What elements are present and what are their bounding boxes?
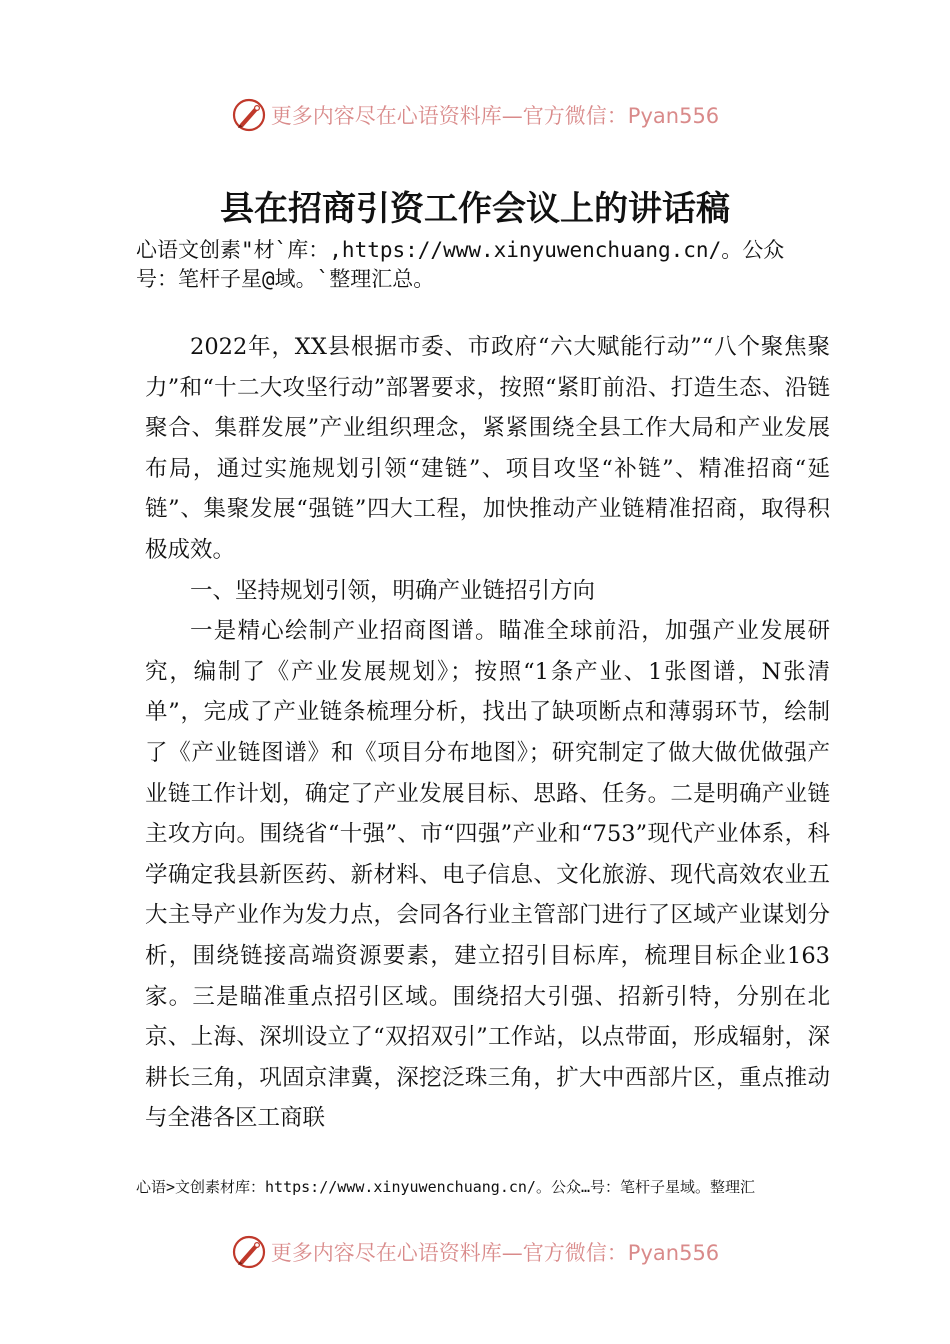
paragraph-detail: 一是精心绘制产业招商图谱。瞄准全球前沿，加强产业发展研究，编制了《产业发展规划》；按照“1条产业、1张图谱，N张清单”，完成了产业链条梳理分析，找出了缺项断点和薄弱环节，绘制了《产业链图谱》和《项目分布地图》；研究制定了做大做优做强产业链工作计划，确定了产业发展目标、思路、任务。二是明确产业链主攻方向。围绕省“十强”、市“四强”产业和“753”现代产业体系，科学确定我县新医药、新材料、电子信息、文化旅游、现代高效农业五大主导产业作为发力点，会同各行业主管部门进行了区域产业谋划分析，围绕链接高端资源要素，建立招引目标库，梳理目标企业163家。三是瞄准重点招引区域。围绕招大引强、招新引特，分别在北京、上海、深圳设立了“双招双引”工作站，以点带面，形成辐射，深耕长三角，巩固京津冀，深挖泛珠三角，扩大中西部片区，重点推动与全港各区工商联 <box>145 618 830 1132</box>
document-title: 县在招商引资工作会议上的讲话稿 <box>220 189 730 229</box>
pen-logo-icon <box>231 97 267 133</box>
bottom-banner <box>0 1232 950 1272</box>
source-note: 心语文创素"材`库：,https://www.xinyuwenchuang.cn/。公众号：笔杆子星@域。`整理汇总。 <box>136 238 785 291</box>
top-banner <box>0 95 950 135</box>
section-heading: 一、坚持规划引领，明确产业链招引方向 <box>190 577 596 604</box>
banner-text: 更多内容尽在心语资料库—官方微信：Pyan556 <box>270 104 720 128</box>
pen-logo-icon <box>231 1234 267 1270</box>
footer-note: 心语>文创素材库：https://www.xinyuwenchuang.cn/。公众…号：笔杆子星域。整理汇 <box>136 1178 755 1196</box>
paragraph-intro: 2022年，XX县根据市委、市政府“六大赋能行动”“八个聚焦聚力”和“十二大攻坚行动”部署要求，按照“紧盯前沿、打造生态、沿链聚合、集群发展”产业组织理念，紧紧围绕全县工作大局和产业发展布局，通过实施规划引领“建链”、项目攻坚“补链”、精准招商“延链”、集聚发展“强链”四大工程，加快推动产业链精准招商，取得积极成效。 <box>145 334 830 563</box>
document-body <box>145 327 830 1139</box>
banner-text: 更多内容尽在心语资料库—官方微信：Pyan556 <box>270 1241 720 1265</box>
